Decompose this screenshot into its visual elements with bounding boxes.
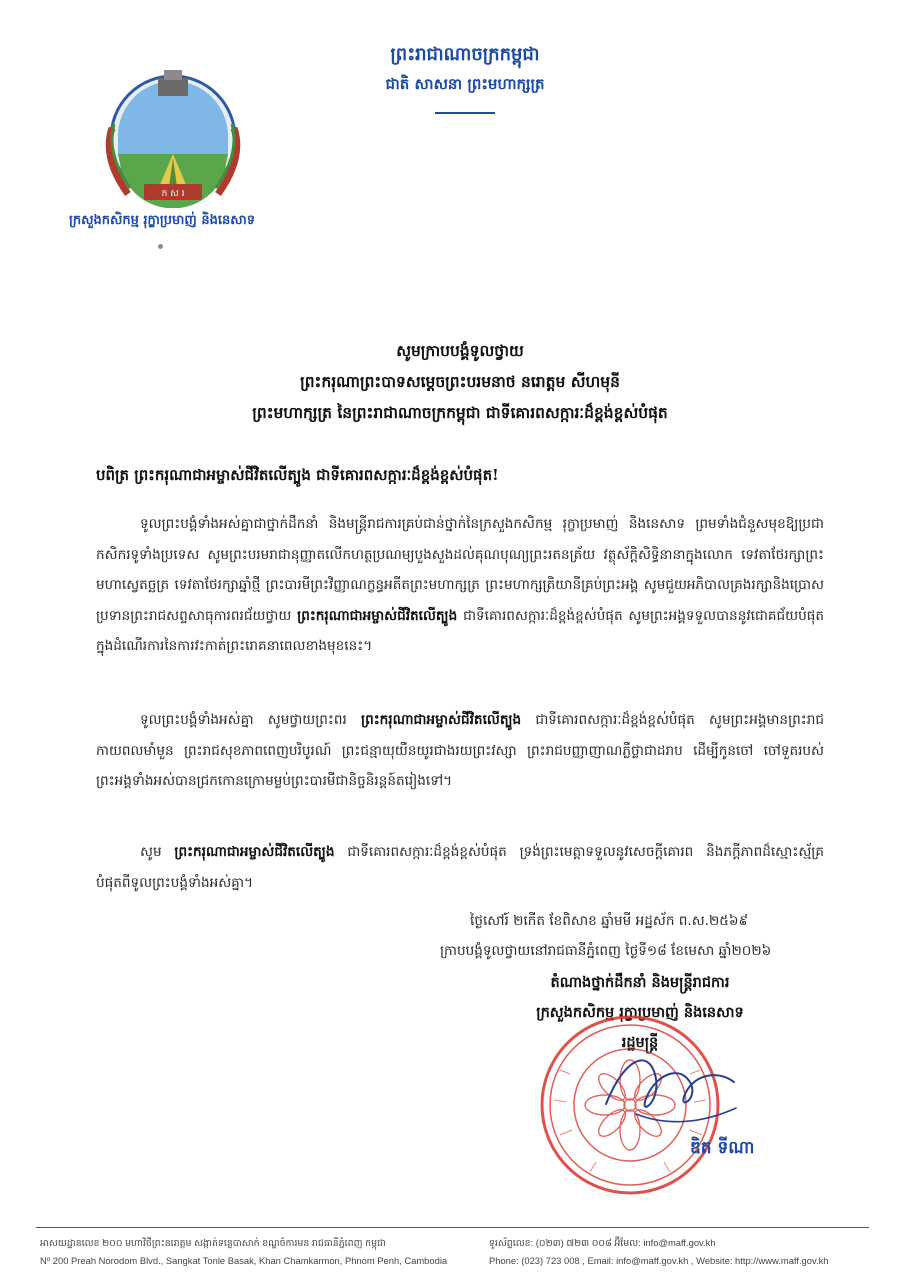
paragraph-3-bold: ព្រះករុណាជាអម្ចាស់ជីវិតលើត្បូង [174,844,335,860]
footer-address-en: Nº 200 Preah Norodom Blvd., Sangkat Tonle Basak, Khan Chamkarmon, Phnom Penh, Cambodia [40,1255,448,1266]
footer-contact-km: ទូរស័ព្ទលេខ: (០២៣) ៧២៣ ០០៨ អ៊ីមែល: info@maff.gov.kh [488,1237,716,1248]
paragraph-2-end: ជាទីគោរពសក្ការៈដ៏ខ្ពង់ខ្ពស់បំផុត សូមព្រះអង្គមានព្រះរាជកាយពលមាំមួន ព្រះរាជសុខភាពពេញបរិបូរណ៍ ព្រះជន្មាយុយឺនយូរជាងរយព្រះវស្សា ព្រះរាជបញ្ញាញាណភ្លឺថ្លាជាដរាប ដើម្បីកូនចៅ ចៅទួតរបស់ព្រះអង្គទាំងអស់បានជ្រកកោនក្រោមម្លប់ព្រះបារមីជានិច្ចនិរន្តន៍តរៀងទៅ។ [96,712,824,789]
handwritten-signature-icon [596,1034,746,1144]
paragraph-2-bold: ព្រះករុណាជាអម្ចាស់ជីវិតលើត្បូង [361,712,522,728]
title-line-3: ព្រះមហាក្សត្រ នៃព្រះរាជាណាចក្រកម្ពុជា ជាទីគោរពសក្ការៈដ៏ខ្ពង់ខ្ពស់បំផុត [252,403,668,422]
paragraph-3 [96,837,824,898]
signatory-line-1: តំណាងថ្នាក់ដឹកនាំ និងមន្ត្រីរាជការ [550,974,730,991]
signatory-line-2: ក្រសួងកសិកម្ម រុក្ខាប្រមាញ់ និងនេសាទ [536,1004,744,1021]
footer-address-km: អាសយដ្ឋានលេខ ២០០ មហាវិថីព្រះនរោត្តម សង្កាត់ទន្លេបាសាក់ ខណ្ឌចំការមន រាជធានីភ្នំពេញ កម្ពុជា [40,1237,386,1248]
solar-date: ក្រាបបង្គំទូលថ្វាយនៅរាជធានីភ្នំពេញ ថ្ងៃទី១៨ ខែមេសា ឆ្នាំ២០២៦ [440,943,772,959]
footer-contact-en: Phone: (023) 723 008 , Email: info@maff.gov.kh , Website: http://www.maff.gov.kh [488,1255,829,1266]
lunar-date: ថ្ងៃសៅរ៍ ២កើត ខែពិសាខ ឆ្នាំមមី អដ្ឋស័ក ព.ស.២៥៦៩ [470,913,749,929]
ministry-name: ក្រសួងកសិកម្ម រុក្ខាប្រមាញ់ និងនេសាទ [69,213,255,228]
title-line-1: សូមក្រាបបង្គំទូលថ្វាយ [396,341,524,360]
signatory-role: រដ្ឋមន្ត្រី [621,1034,659,1051]
footer [40,1234,880,1270]
paragraph-1-bold: ព្រះករុណាជាអម្ចាស់ជីវិតលើត្បូង [297,607,458,624]
nation-religion-king: ជាតិ សាសនា ព្រះមហាក្សត្រ [385,75,545,93]
paragraph-3-end: ជាទីគោរពសក្ការៈដ៏ខ្ពង់ខ្ពស់បំផុត ទ្រង់ព្រះមេត្តាទទួលនូវសេចក្តីគោរព និងភក្តីភាពដ៏ស្មោះស្ម័គ្របំផុតពីទូលព្រះបង្គំទាំងអស់គ្នា។ [96,844,824,891]
paragraph-2-start: ទូលព្រះបង្គំទាំងអស់គ្នា សូមថ្វាយព្រះពរ [140,712,347,728]
paragraph-1 [96,509,824,662]
emblem-banner-text: ក ស រ [161,189,185,199]
paragraph-1-end: ជាទីគោរពសក្ការៈដ៏ខ្ពង់ខ្ពស់បំផុត សូមព្រះអង្គទទួលបាននូវជោគជ័យបំផុតក្នុងដំណើរការនៃការវះកាត់ព្រះរោគនាពេលខាងមុខនេះ។ [96,607,824,654]
kingdom-title: ព្រះរាជាណាចក្រកម្ពុជា [390,44,540,65]
signatory-name: ឌិត ទីណា [690,1138,755,1158]
salutation: បពិត្រ ព្រះករុណាជាអម្ចាស់ជីវិតលើត្បូង ជាទីគោរពសក្ការៈដ៏ខ្ពង់ខ្ពស់បំផុត! [96,466,499,484]
title-line-2: ព្រះករុណាព្រះបាទសម្តេចព្រះបរមនាថ នរោត្តម សីហមុនី [300,372,620,391]
footer-divider [36,1227,869,1228]
kingdom-header [330,40,600,118]
ornament-dot [158,244,163,249]
letter-title [120,335,800,428]
ministry-emblem-icon [98,58,248,208]
paragraph-1-text: ទូលព្រះបង្គំទាំងអស់គ្នាជាថ្នាក់ដឹកនាំ និងមន្ត្រីរាជការគ្រប់ជាន់ថ្នាក់នៃក្រសួងកសិកម្ម រុក្ខាប្រមាញ់ និងនេសាទ ព្រមទាំងជំនួសមុខឱ្យប្រជាកសិករទូទាំងប្រទេស សូមព្រះបរមរាជានុញ្ញាតលើកហត្ថប្រណម្យបួងសួងដល់គុណបុណ្យព្រះរតនត្រ័យ វត្ថុស័ក្តិសិទ្ធិនានាក្នុងលោក ទេវតាថែរក្សាព្រះមហាស្វេតច្ឆត្រ ទេវតាថែរក្សាឆ្នាំថ្មី ព្រះបារមីព្រះវិញ្ញាណក្ខន្ធអតីតព្រះមហាក្សត្រ ព្រះមហាក្សត្រិយានីគ្រប់ព្រះអង្គ សូមជួយអភិបាលគ្រងរក្សានិងប្រោសប្រទានព្រះរាជសព្ទសាធុការពរជ័យថ្វាយ [96,516,824,624]
date-block [440,906,870,966]
header-ornament [435,108,495,118]
paragraph-2 [96,705,824,797]
paragraph-3-start: សូម [140,844,162,860]
